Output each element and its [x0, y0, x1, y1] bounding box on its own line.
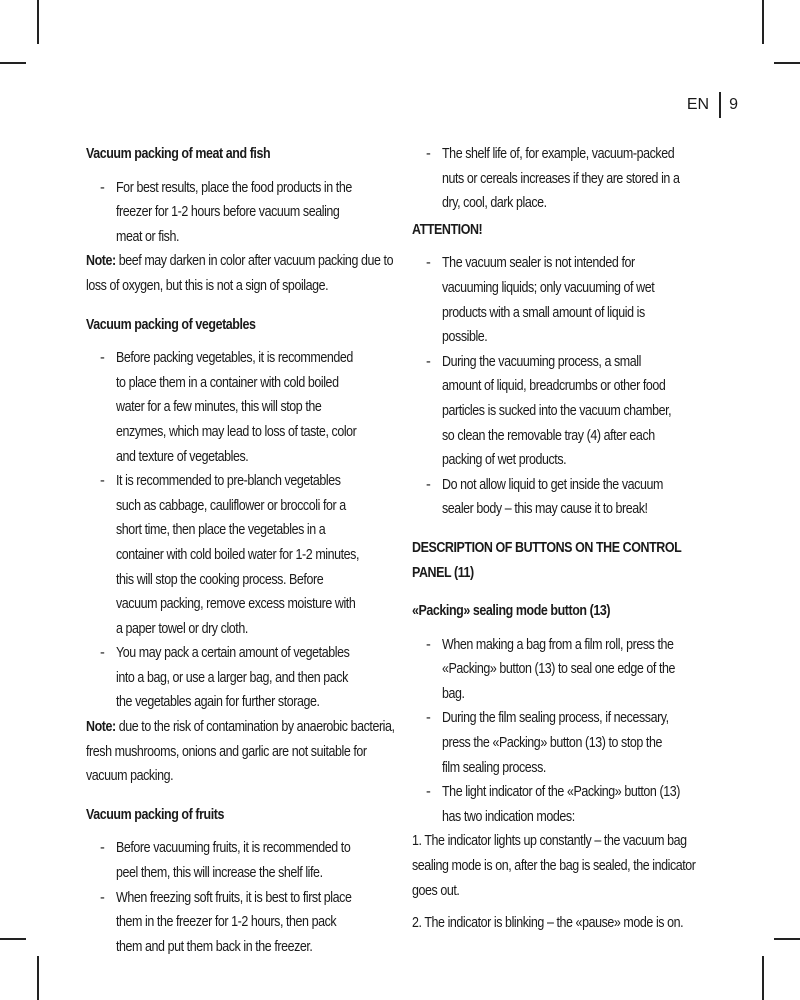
buttons-section-title: DESCRIPTION OF BUTTONS ON THE CONTROL PANEL (11): [412, 539, 682, 581]
list-item: - Do not allow liquid to get inside the vacuum sealer body – this may cause it to break!: [426, 476, 663, 518]
left-column: [86, 142, 404, 959]
list-item: - The light indicator of the «Packing» button (13) has two indication modes:: [426, 784, 680, 825]
list-item: - For best results, place the food products in the freezer for 1-2 hours before vacuum sealing meat or fish.: [100, 179, 352, 245]
packing-button-title: «Packing» sealing mode button (13): [412, 603, 611, 620]
section-title-fruits: Vacuum packing of fruits: [86, 806, 224, 823]
note-vegetables: Note: due to the risk of contamination by anaerobic bacteria, fresh mushrooms, onions and garlic are not suitable for vacuum packing.: [86, 719, 395, 785]
note-meat: Note: beef may darken in color after vacuum packing due to loss of oxygen, but this is not a sign of spoilage.: [86, 253, 394, 294]
right-column: [412, 142, 720, 936]
indication-mode-2: 2. The indicator is blinking – the «pause» mode is on.: [412, 915, 684, 932]
vegetables-list: [86, 346, 404, 715]
list-item: - When making a bag from a film roll, press the «Packing» button (13) to seal one edge of the bag.: [426, 636, 676, 702]
indication-mode-1: 1. The indicator lights up constantly – the vacuum bag sealing mode is on, after the bag is sealed, the indicator goes out.: [412, 833, 696, 899]
list-item: - You may pack a certain amount of vegetables into a bag, or use a larger bag, and then pack the vegetables again for further storage.: [100, 645, 350, 711]
page-number: 9: [729, 96, 738, 113]
fruits-list: [86, 836, 404, 959]
section-title-meat: Vacuum packing of meat and fish: [86, 146, 271, 162]
storage-list: [412, 142, 720, 216]
crop-mark: [774, 62, 800, 64]
list-item: - When freezing soft fruits, it is best to first place them in the freezer for 1-2 hours, then pack them and put them back in the freezer.: [100, 889, 352, 955]
crop-mark: [762, 956, 764, 1000]
language-code: EN: [686, 96, 710, 113]
crop-mark: [0, 62, 26, 64]
list-item: - Before packing vegetables, it is recommended to place them in a container with cold boiled water for a few minutes, this will stop the enzymes, which may lead to loss of taste, color and texture of vegetables.: [100, 350, 357, 465]
header-divider: [719, 92, 721, 118]
crop-mark: [37, 0, 39, 44]
list-item: - Before vacuuming fruits, it is recommended to peel them, this will increase the shelf life.: [100, 840, 351, 882]
list-item: - The vacuum sealer is not intended for vacuuming liquids; only vacuuming of wet products with a small amount of liquid is possible.: [426, 255, 655, 346]
crop-mark: [37, 956, 39, 1000]
crop-mark: [0, 938, 26, 940]
page-header: [687, 92, 738, 118]
attention-title: ATTENTION!: [412, 221, 483, 238]
list-item: - The shelf life of, for example, vacuum-packed nuts or cereals increases if they are stored in a dry, cool, dark place.: [426, 146, 680, 212]
crop-mark: [774, 938, 800, 940]
section-title-vegetables: Vacuum packing of vegetables: [86, 316, 256, 333]
packing-list: [412, 633, 720, 830]
list-item: - During the film sealing process, if necessary, press the «Packing» button (13) to stop the film sealing process.: [426, 710, 669, 776]
list-item: - It is recommended to pre-blanch vegetables such as cabbage, cauliflower or broccoli for a short time, then place the vegetables in a container with cold boiled water for 1-2 minutes, this will stop the cooking process. Before vacuum packing, remove excess moisture with a paper towel or dry cloth.: [100, 473, 360, 637]
meat-list: [86, 176, 404, 250]
crop-mark: [762, 0, 764, 44]
attention-list: [412, 251, 720, 522]
list-item: - During the vacuuming process, a small amount of liquid, breadcrumbs or other food particles is sucked into the vacuum chamber, so clean the removable tray (4) after each packing of wet products.: [426, 353, 672, 469]
